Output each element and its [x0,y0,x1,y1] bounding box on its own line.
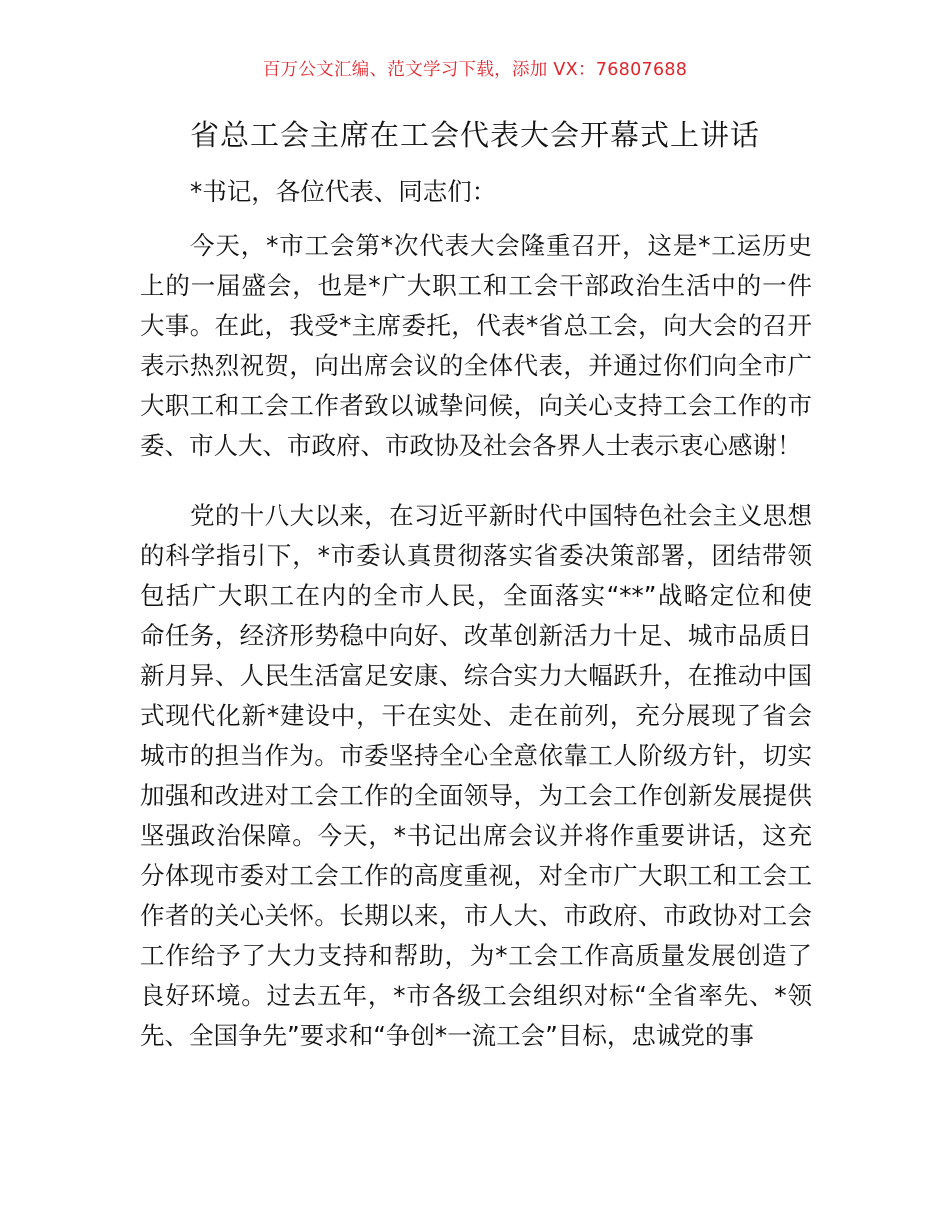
paragraph-line: 党的十八大以来，在习近平新时代中国特色社会主义思想 [190,501,812,530]
paragraph-line: 的科学指引下，*市委认真贯彻落实省委决策部署，团结带领 [140,541,812,570]
paragraph-line: 式现代化新*建设中，干在实处、走在前列，充分展现了省会 [140,701,812,730]
paragraph-line: 包括广大职工在内的全市人民，全面落实“**”战略定位和使 [140,581,812,610]
paragraph-line: 加强和改进对工会工作的全面领导，为工会工作创新发展提供 [140,781,812,810]
paragraph-line: 委、市人大、市政府、市政协及社会各界人士表示衷心感谢！ [140,431,802,460]
paragraph-line: 坚强政治保障。今天，*书记出席会议并将作重要讲话，这充 [140,821,812,850]
header-note: 百万公文汇编、范文学习下载，添加 VX：76807688 [262,60,688,80]
document-title: 省总工会主席在工会代表大会开幕式上讲话 [189,118,760,152]
paragraph-1 [140,226,812,466]
paragraph-2 [140,496,812,1056]
paragraph-line: 上的一届盛会，也是*广大职工和工会干部政治生活中的一件 [140,271,812,300]
paragraph-line: 城市的担当作为。市委坚持全心全意依靠工人阶级方针，切实 [140,741,812,770]
paragraph-line: 命任务，经济形势稳中向好、改革创新活力十足、城市品质日 [140,621,812,650]
salutation: *书记，各位代表、同志们： [190,177,497,206]
paragraph-line: 工作给予了大力支持和帮助，为*工会工作高质量发展创造了 [140,941,812,970]
paragraph-line: 今天，*市工会第*次代表大会隆重召开，这是*工运历史 [190,231,812,260]
paragraph-line: 先、全国争先”要求和“争创*一流工会”目标，忠诚党的事 [140,1021,754,1050]
paragraph-line: 表示热烈祝贺，向出席会议的全体代表，并通过你们向全市广 [140,351,812,380]
paragraph-line: 良好环境。过去五年，*市各级工会组织对标“全省率先、*领 [140,981,812,1010]
paragraph-line: 新月异、人民生活富足安康、综合实力大幅跃升，在推动中国 [140,661,812,690]
paragraph-line: 大职工和工会工作者致以诚挚问候，向关心支持工会工作的市 [140,391,812,420]
paragraph-line: 分体现市委对工会工作的高度重视，对全市广大职工和工会工 [140,861,812,890]
paragraph-line: 大事。在此，我受*主席委托，代表*省总工会，向大会的召开 [140,311,812,340]
paragraph-line: 作者的关心关怀。长期以来，市人大、市政府、市政协对工会 [140,901,812,930]
